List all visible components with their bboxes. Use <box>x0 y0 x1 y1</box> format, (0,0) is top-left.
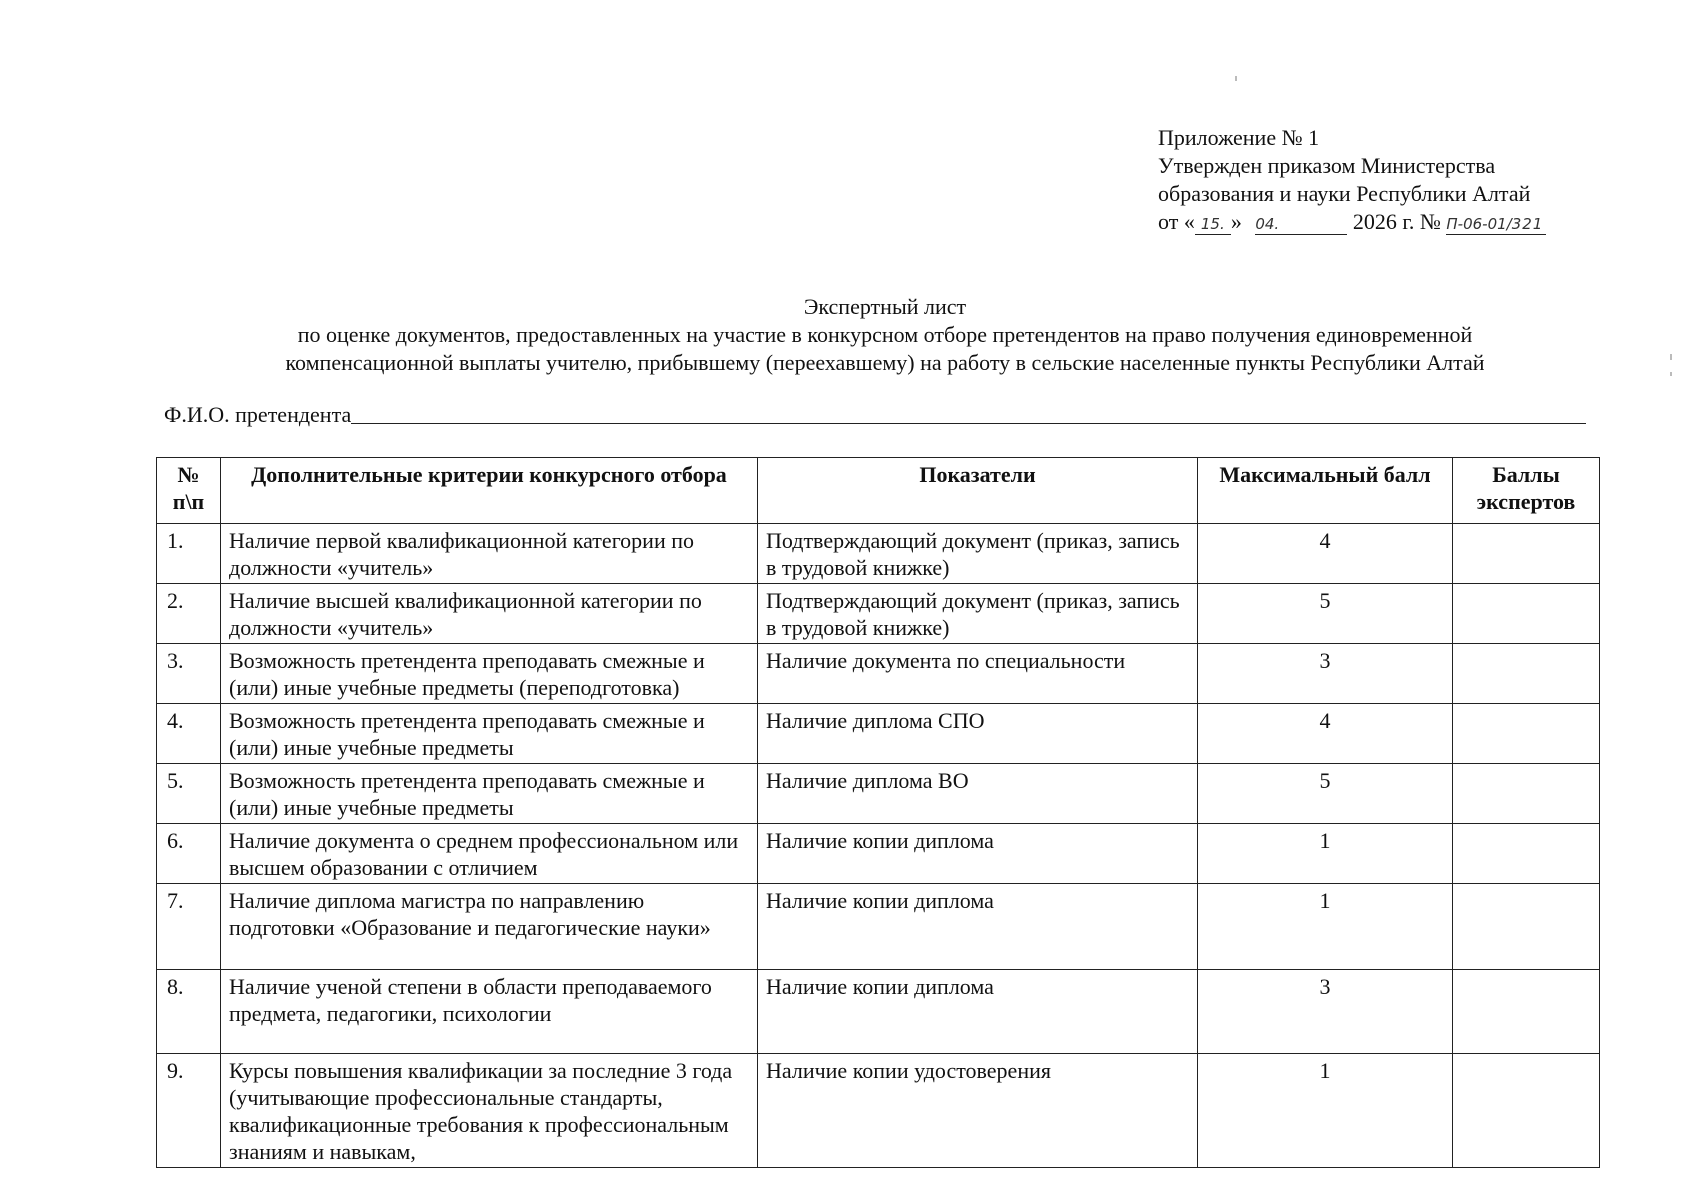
row-expert-score[interactable] <box>1453 764 1600 824</box>
row-expert-score[interactable] <box>1453 970 1600 1054</box>
annex-date-line <box>1158 208 1546 236</box>
handwritten-day: 15. <box>1195 214 1231 235</box>
row-indicator: Подтверждающий документ (приказ, запись в трудовой книжке) <box>758 584 1198 644</box>
header-num: № п\п <box>157 458 221 524</box>
row-number: 7. <box>157 884 221 970</box>
scan-speck <box>1670 354 1672 360</box>
table-row <box>157 584 1600 644</box>
annex-approved: Утвержден приказом Министерства <box>1158 153 1496 178</box>
row-max-score: 1 <box>1198 884 1453 970</box>
table-header-row <box>157 458 1600 524</box>
row-max-score: 4 <box>1198 704 1453 764</box>
row-indicator: Наличие копии диплома <box>758 884 1198 970</box>
row-number: 3. <box>157 644 221 704</box>
row-expert-score[interactable] <box>1453 884 1600 970</box>
header-max-score: Максимальный балл <box>1198 458 1453 524</box>
row-max-score: 1 <box>1198 1054 1453 1168</box>
handwritten-month: 04. <box>1255 214 1347 235</box>
row-max-score: 4 <box>1198 524 1453 584</box>
row-max-score: 5 <box>1198 764 1453 824</box>
row-criteria: Наличие диплома магистра по направлению подготовки «Образование и педагогические науки» <box>221 884 758 970</box>
header-criteria: Дополнительные критерии конкурсного отбора <box>221 458 758 524</box>
table-row <box>157 824 1600 884</box>
document-subtitle-line1: по оценке документов, предоставленных на участие в конкурсном отборе претендентов на право получения единовременной <box>297 322 1473 347</box>
row-max-score: 5 <box>1198 584 1453 644</box>
row-criteria: Курсы повышения квалификации за последние 3 года (учитывающие профессиональные стандарты, квалификационные требования к профессиональным знаниям и навыкам, <box>221 1054 758 1168</box>
row-number: 4. <box>157 704 221 764</box>
row-criteria: Наличие высшей квалификационной категории по должности «учитель» <box>221 584 758 644</box>
header-expert-scores: Баллы экспертов <box>1453 458 1600 524</box>
row-number: 8. <box>157 970 221 1054</box>
row-criteria: Наличие ученой степени в области преподаваемого предмета, педагогики, психологии <box>221 970 758 1054</box>
table-row <box>157 970 1600 1054</box>
row-expert-score[interactable] <box>1453 824 1600 884</box>
row-number: 9. <box>157 1054 221 1168</box>
table-row <box>157 884 1600 970</box>
annex-ministry: образования и науки Республики Алтай <box>1158 181 1531 206</box>
candidate-name-field[interactable] <box>164 402 1586 428</box>
row-expert-score[interactable] <box>1453 584 1600 644</box>
row-expert-score[interactable] <box>1453 644 1600 704</box>
row-criteria: Возможность претендента преподавать смежные и (или) иные учебные предметы <box>221 704 758 764</box>
row-criteria: Наличие первой квалификационной категории по должности «учитель» <box>221 524 758 584</box>
annex-number: Приложение № 1 <box>1158 125 1320 150</box>
row-indicator: Наличие диплома СПО <box>758 704 1198 764</box>
table-row <box>157 644 1600 704</box>
handwritten-order-number: П-06-01/321 <box>1446 214 1546 235</box>
row-indicator: Наличие копии диплома <box>758 824 1198 884</box>
row-max-score: 1 <box>1198 824 1453 884</box>
row-expert-score[interactable] <box>1453 524 1600 584</box>
row-indicator: Наличие документа по специальности <box>758 644 1198 704</box>
header-indicators: Показатели <box>758 458 1198 524</box>
row-max-score: 3 <box>1198 644 1453 704</box>
document-subtitle-line2: компенсационной выплаты учителю, прибывшему (переехавшему) на работу в сельские населенные пункты Республики Алтай <box>285 350 1485 375</box>
scan-speck <box>1235 76 1237 81</box>
row-expert-score[interactable] <box>1453 704 1600 764</box>
row-indicator: Наличие копии удостоверения <box>758 1054 1198 1168</box>
date-mid: » <box>1230 209 1242 234</box>
row-expert-score[interactable] <box>1453 1054 1600 1168</box>
criteria-table <box>156 457 1600 1168</box>
document-heading <box>200 293 1570 377</box>
year-text: 2026 г. № <box>1352 209 1441 234</box>
document-title: Экспертный лист <box>803 294 967 319</box>
table-row <box>157 764 1600 824</box>
row-criteria: Возможность претендента преподавать смежные и (или) иные учебные предметы <box>221 764 758 824</box>
row-criteria: Возможность претендента преподавать смежные и (или) иные учебные предметы (переподготовка) <box>221 644 758 704</box>
row-indicator: Наличие копии диплома <box>758 970 1198 1054</box>
table-row <box>157 1054 1600 1168</box>
row-criteria: Наличие документа о среднем профессиональном или высшем образовании с отличием <box>221 824 758 884</box>
row-indicator: Наличие диплома ВО <box>758 764 1198 824</box>
row-number: 2. <box>157 584 221 644</box>
table-row <box>157 524 1600 584</box>
scan-speck <box>1670 372 1672 376</box>
row-number: 6. <box>157 824 221 884</box>
row-number: 5. <box>157 764 221 824</box>
date-prefix: от « <box>1158 209 1195 234</box>
annex-block <box>1158 124 1546 236</box>
row-number: 1. <box>157 524 221 584</box>
candidate-name-label: Ф.И.О. претендента <box>164 402 352 427</box>
table-row <box>157 704 1600 764</box>
candidate-name-blank-line[interactable] <box>351 422 1586 424</box>
row-indicator: Подтверждающий документ (приказ, запись в трудовой книжке) <box>758 524 1198 584</box>
row-max-score: 3 <box>1198 970 1453 1054</box>
